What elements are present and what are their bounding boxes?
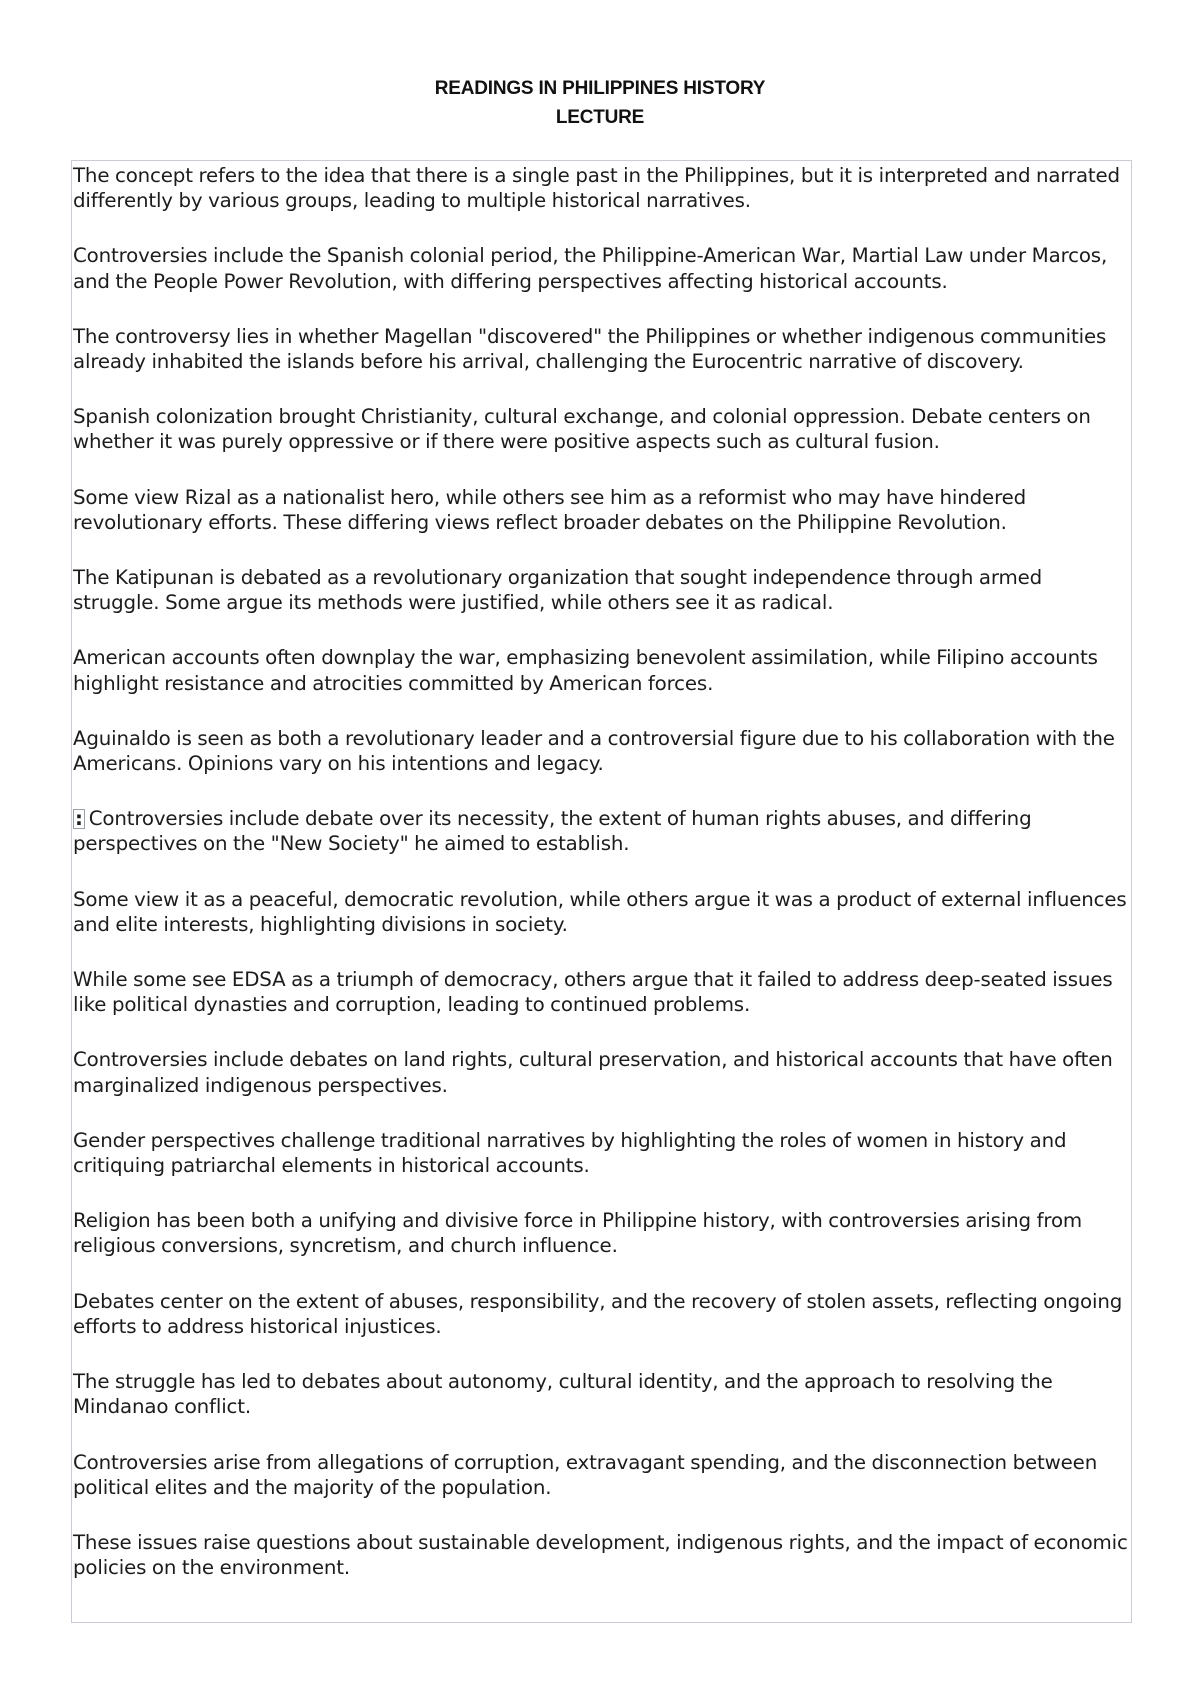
paragraph-text: Controversies include the Spanish colonial period, the Philippine-American War, Martial Law under Marcos, and the People Power Revolution, with differing perspectives affecting historical accounts. <box>73 244 1108 293</box>
paragraph-text: Controversies arise from allegations of corruption, extravagant spending, and the disconnection between political elites and the majority of the population. <box>73 1450 1098 1499</box>
paragraph <box>73 163 1129 213</box>
paragraph-text: Gender perspectives challenge traditional narratives by highlighting the roles of women in history and critiquing patriarchal elements in historical accounts. <box>73 1128 1067 1178</box>
paragraph-text: Debates center on the extent of abuses, responsibility, and the recovery of stolen assets, reflecting ongoing efforts to address historical injustices. <box>73 1289 1123 1338</box>
paragraph-prefix-mark: : <box>75 807 83 831</box>
paragraph-text: Religion has been both a unifying and divisive force in Philippine history, with controversies arising from religious conversions, syncretism, and church influence. <box>73 1209 1083 1258</box>
paragraph <box>73 887 1129 937</box>
paragraph-text: Aguinaldo is seen as both a revolutionary leader and a controversial figure due to his collaboration with the Americans. Opinions vary on his intentions and legacy. <box>73 726 1115 776</box>
paragraph-text: Some view it as a peaceful, democratic revolution, while others argue it was a product of external influences and elite interests, highlighting divisions in society. <box>73 887 1127 936</box>
paragraph <box>73 1369 1129 1419</box>
paragraph <box>73 404 1129 454</box>
paragraph-text: Controversies include debate over its necessity, the extent of human rights abuses, and differing perspectives on the "New Society" he aimed to establish. <box>73 807 1032 856</box>
document-header <box>0 74 1200 132</box>
paragraph <box>73 1047 1129 1097</box>
paragraph-text: While some see EDSA as a triumph of democracy, others argue that it failed to address deep-seated issues like political dynasties and corruption, leading to continued problems. <box>73 968 1113 1017</box>
paragraph <box>73 645 1129 695</box>
content-box <box>71 160 1132 1623</box>
paragraph <box>73 324 1129 374</box>
paragraph-text: Some view Rizal as a nationalist hero, while others see him as a reformist who may have hindered revolutionary efforts. These differing views reflect broader debates on the Philippine Revolution. <box>73 485 1027 534</box>
paragraph <box>73 485 1129 535</box>
paragraph-text: The concept refers to the idea that there is a single past in the Philippines, but it is interpreted and narrated differently by various groups, leading to multiple historical narratives. <box>73 164 1120 213</box>
paragraph-text: The Katipunan is debated as a revolutionary organization that sought independence through armed struggle. Some argue its methods were justified, while others see it as radical. <box>73 566 1043 615</box>
paragraph-text: The struggle has led to debates about autonomy, cultural identity, and the approach to resolving the Mindanao conflict. <box>73 1370 1053 1419</box>
paragraph <box>73 1289 1129 1339</box>
paragraph <box>73 1128 1129 1178</box>
paragraph <box>73 1208 1129 1258</box>
paragraph-text: These issues raise questions about sustainable development, indigenous rights, and the impact of economic policies on the environment. <box>73 1530 1128 1580</box>
paragraph-text: Controversies include debates on land rights, cultural preservation, and historical accounts that have often marginalized indigenous perspectives. <box>73 1048 1113 1097</box>
document-subtitle: LECTURE <box>555 107 645 128</box>
paragraph-text: Spanish colonization brought Christianity, cultural exchange, and colonial oppression. Debate centers on whether it was purely oppressive or if there were positive aspects such as cultural fusion. <box>73 405 1091 454</box>
paragraph <box>73 1450 1129 1500</box>
document-title: READINGS IN PHILIPPINES HISTORY <box>434 78 766 99</box>
paragraph <box>73 726 1129 776</box>
paragraph <box>73 565 1129 615</box>
paragraph <box>73 243 1129 293</box>
paragraph-text: American accounts often downplay the war, emphasizing benevolent assimilation, while Filipino accounts highlight resistance and atrocities committed by American forces. <box>73 646 1098 695</box>
paragraph <box>73 967 1129 1017</box>
paragraph <box>73 806 1129 856</box>
paragraph <box>73 1530 1129 1580</box>
paragraph-text: The controversy lies in whether Magellan "discovered" the Philippines or whether indigenous communities already inhabited the islands before his arrival, challenging the Eurocentric narrative of discovery. <box>73 324 1107 374</box>
